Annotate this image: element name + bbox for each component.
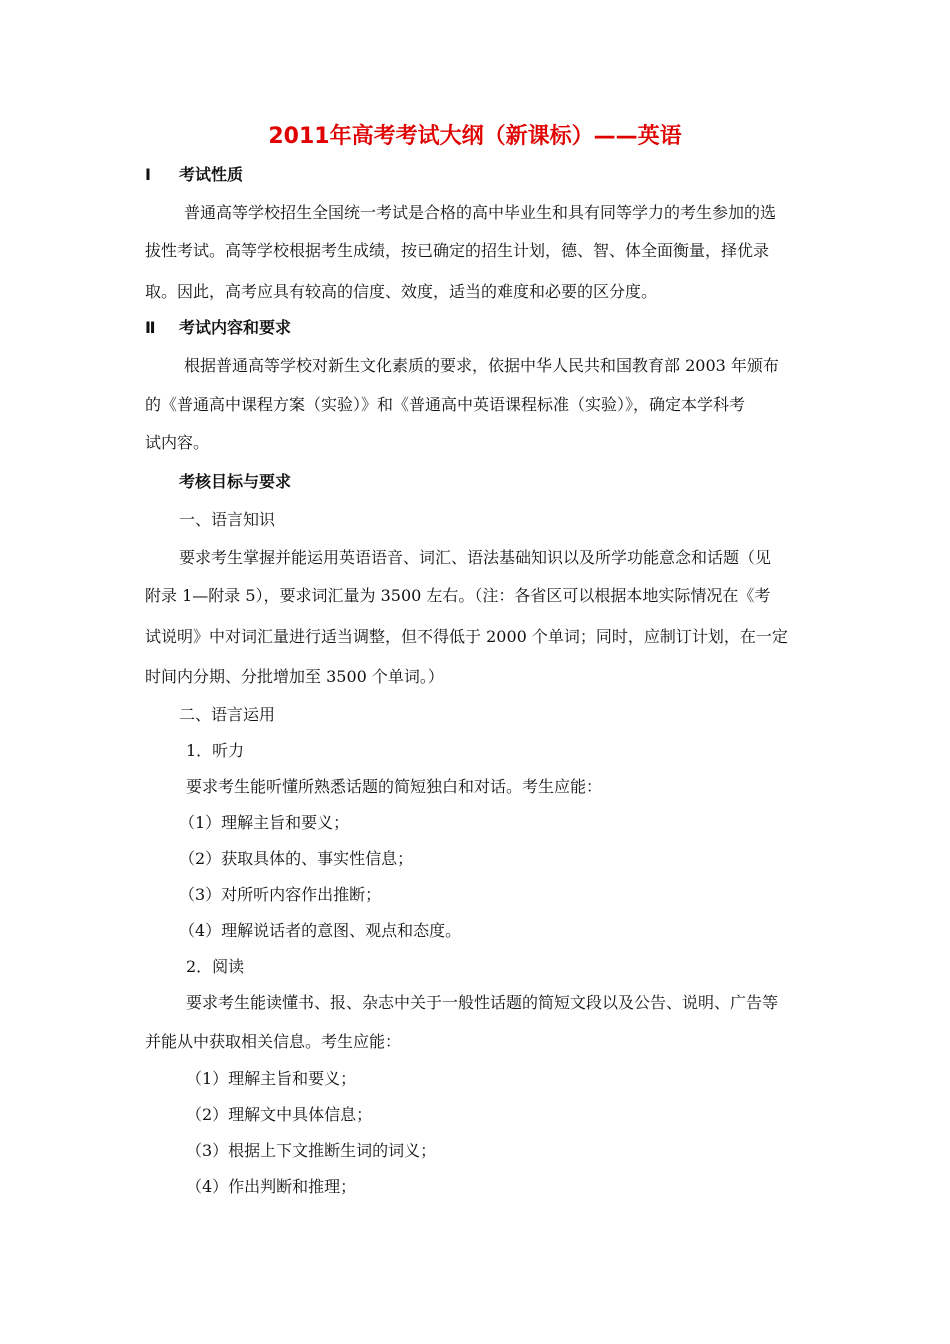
reading-intro-line: 要求考生能读懂书、报、杂志中关于一般性话题的简短文段以及公告、说明、广告等	[186, 993, 779, 1012]
section-1-para-line: 拔性考试。高等学校根据考生成绩，按已确定的招生计划，德、智、体全面衡量，择优录	[145, 241, 770, 260]
section-2-para-line: 的《普通高中课程方案（实验）》和《普通高中英语课程标准（实验）》，确定本学科考	[145, 395, 746, 414]
listening-item: （3）对所听内容作出推断；	[179, 885, 382, 904]
language-knowledge-para-line: 附录 1—附录 5），要求词汇量为 3500 左右。（注：各省区可以根据本地实际情况在《考	[145, 586, 771, 605]
reading-item: （3）根据上下文推断生词的词义；	[186, 1141, 437, 1160]
language-knowledge-para-line: 试说明》中对词汇量进行适当调整，但不得低于 2000 个单词；同时，应制订计划，在一定	[145, 627, 788, 646]
language-knowledge-heading: 一、语言知识	[179, 510, 276, 529]
listening-item: （4）理解说话者的意图、观点和态度。	[179, 921, 462, 940]
section-2-heading	[145, 316, 291, 340]
section-1-title: 考试性质	[179, 165, 244, 184]
reading-item: （2）理解文中具体信息；	[186, 1105, 373, 1124]
goals-heading: 考核目标与要求	[179, 472, 292, 491]
listening-heading: 1．听力	[186, 741, 245, 760]
section-1-heading	[145, 163, 243, 187]
section-2-number: Ⅱ	[145, 318, 156, 337]
listening-intro: 要求考生能听懂所熟悉话题的简短独白和对话。考生应能：	[186, 777, 603, 796]
reading-intro-line: 并能从中获取相关信息。考生应能：	[145, 1032, 402, 1051]
language-knowledge-para-line: 要求考生掌握并能运用英语语音、词汇、语法基础知识以及所学功能意念和话题（见	[179, 548, 772, 567]
section-2-para-line: 试内容。	[145, 433, 210, 452]
section-2-para-line: 根据普通高等学校对新生文化素质的要求，依据中华人民共和国教育部 2003 年颁布	[184, 356, 779, 375]
listening-item: （2）获取具体的、事实性信息；	[179, 849, 414, 868]
reading-heading: 2．阅读	[186, 957, 245, 976]
language-use-heading: 二、语言运用	[179, 705, 276, 724]
listening-item: （1）理解主旨和要义；	[179, 813, 350, 832]
section-2-title: 考试内容和要求	[179, 318, 292, 337]
section-1-number: Ⅰ	[145, 165, 151, 184]
reading-item: （4）作出判断和推理；	[186, 1177, 357, 1196]
document-title: 2011年高考考试大纲（新课标）——英语	[268, 124, 682, 149]
language-knowledge-para-line: 时间内分期、分批增加至 3500 个单词。）	[145, 667, 444, 686]
section-1-para-line: 普通高等学校招生全国统一考试是合格的高中毕业生和具有同等学力的考生参加的选	[184, 203, 777, 222]
section-1-para-line: 取。因此，高考应具有较高的信度、效度，适当的难度和必要的区分度。	[145, 282, 658, 301]
reading-item: （1）理解主旨和要义；	[186, 1069, 357, 1088]
